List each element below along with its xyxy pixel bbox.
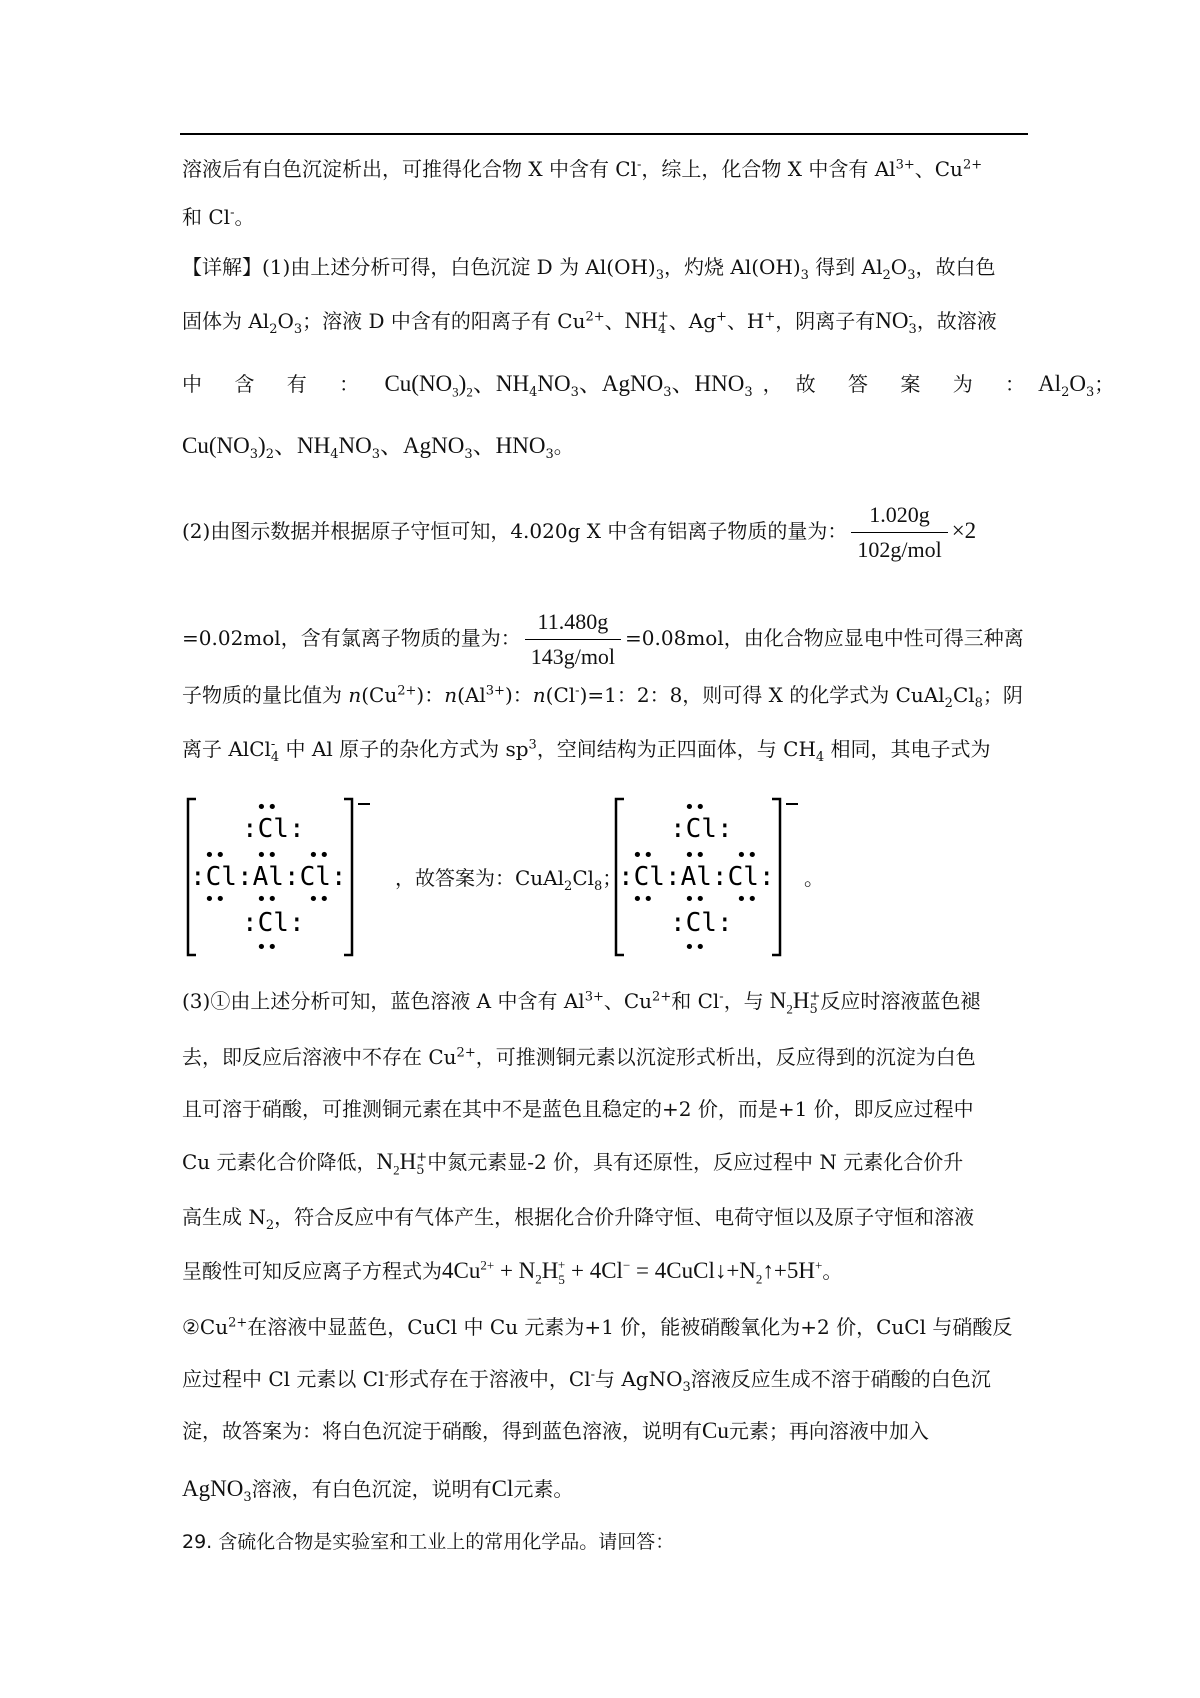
text-segment: )： [504, 683, 533, 707]
svg-text:••: •• [684, 889, 706, 910]
svg-text::Cl:: :Cl: [670, 814, 733, 844]
text-segment: ，可推测铜元素以沉淀形式析出，反应得到的沉淀为白色 [475, 1045, 976, 1069]
text-line-5: 中 含 有 ： $Cu(NO_3)_2$、$NH_4NO_3$、AgNO$_3$、$HNO_3$ ，故 答 案 为 ：$Al_2O_3$； [182, 371, 1115, 400]
text-segment: AgNO [182, 1476, 244, 1501]
text-segment: O [890, 255, 908, 279]
text-segment: ； [1094, 372, 1115, 396]
text-segment: ) [458, 371, 467, 396]
text-segment: ，综上，化合物 X 中含有 Al [641, 157, 896, 181]
text-segment: 、HNO [472, 433, 546, 458]
text-segment: Cu(NO [384, 371, 453, 396]
text-line-18: 应过程中 Cl 元素以 Cl-形式存在于溶液中，Cl-与 AgNO$_3$溶液反应生成不溶于硝酸的白色沉 [182, 1367, 991, 1395]
text-segment: Cl [952, 683, 975, 707]
text-line-17: $②Cu^{2+}$在溶液中显蓝色，CuCl 中 Cu 元素为+1 价，能被硝酸氧化为+2 价，CuCl 与硝酸反 [182, 1315, 1013, 1339]
text-segment: 、NH [273, 433, 331, 458]
text-segment: n [348, 683, 362, 707]
text-segment: ，故 答 案 为 ： [762, 372, 1039, 396]
svg-text:••: •• [632, 845, 654, 866]
text-segment: ，灼烧 Al(OH) [664, 255, 801, 279]
text-line-14: Cu 元素化合价降低，$N_2H$ + 5 中氮元素显-2 价，具有还原性，反应过程中 N 元素化合价升 [182, 1149, 964, 1178]
text-line-7 [182, 498, 976, 567]
text-segment: 中 含 有 ： [182, 372, 373, 396]
text-segment: 形式存在于溶液中，Cl [388, 1367, 591, 1391]
text-segment: (Cl [545, 683, 576, 707]
text-segment: 和 Cl [671, 989, 720, 1013]
text-segment: (Cu [361, 683, 398, 707]
text-segment: ) [258, 433, 266, 458]
text-line-20: AgNO$_3$溶液，有白色沉淀，说明有Cl元素。 [182, 1476, 574, 1505]
svg-text:••: •• [684, 937, 706, 958]
text-segment: )=1：2：8，则可得 X 的化学式为 CuAl [579, 683, 945, 707]
text-segment: O [277, 309, 294, 333]
text-segment: 去，即反应后溶液中不存在 Cu [182, 1045, 457, 1069]
text-segment: 中 Al 原子的杂化方式为 sp [279, 737, 529, 761]
svg-text:••: •• [308, 889, 330, 910]
text-segment: ，阴离子有 [775, 309, 876, 333]
text-segment: 。 [553, 434, 574, 458]
text-segment: 中氮元素显-2 价，具有还原性，反应过程中 N 元素化合价升 [427, 1150, 964, 1174]
text-segment: (2)由图示数据并根据原子守恒可知，4.020g X 中含有铝离子物质的量为： [182, 519, 848, 543]
svg-text:••: •• [256, 797, 278, 818]
text-line-11: (3)①由上述分析可知，蓝色溶液 A 中含有 $Al^{3+}$、$Cu^{2+}$和 Cl-，与 $N_2H$ + 5 反应时溶液蓝色褪 [182, 988, 981, 1017]
fraction-denominator: 143g/mol [530, 644, 616, 669]
text-segment: 、Cu [914, 157, 963, 181]
svg-text::Cl:Al:Cl:: :Cl:Al:Cl: [618, 862, 775, 892]
text-segment: 、HNO [671, 371, 745, 396]
text-segment: =0.08mol，由化合物应显电中性可得三种离 [625, 626, 1024, 650]
text-segment: NO [537, 371, 571, 396]
text-line-12: 去，即反应后溶液中不存在 $Cu^{2+}$，可推测铜元素以沉淀形式析出，反应得到的沉淀为白色 [182, 1045, 976, 1069]
text-segment: 与 AgNO [595, 1367, 683, 1391]
text-segment: 、NH [472, 371, 530, 396]
fraction-al [851, 498, 947, 567]
fraction-denominator: 102g/mol [857, 537, 942, 562]
svg-text::Cl:: :Cl: [242, 908, 305, 938]
lewis-structure-alcl4-2 [612, 795, 812, 960]
text-line-4: 固体为 $Al_2O_3$；溶液 D 中含有的阳离子有 $Cu^{2+}$、NH + 4 、Ag+、H+，阴离子有NO - 3 ，故溶液 [182, 308, 997, 337]
svg-text:••: •• [736, 889, 758, 910]
text-segment: 【详解】(1)由上述分析可得，白色沉淀 D 为 Al(OH) [182, 255, 656, 279]
text-line-lewis: ，故答案为：$CuAl_2Cl_8$； [395, 866, 623, 894]
svg-text:••: •• [256, 937, 278, 958]
ionic-equation: $4Cu^{2+} + N_2H_5^+ + 4Cl^-$ = $4CuCl↓+N_2↑+5H^+$ [442, 1257, 823, 1287]
text-segment: (3)①由上述分析可知，蓝色溶液 A 中含有 Al [182, 989, 585, 1013]
svg-text:••: •• [632, 889, 654, 910]
question-29-heading: 29. 含硫化合物是实验室和工业上的常用化学品。请回答： [182, 1531, 675, 1553]
text-segment: 元素；再向溶液中加入 [728, 1419, 929, 1443]
text-line-1: 溶液后有白色沉淀析出，可推得化合物 X 中含有 Cl-，综上，化合物 X 中含有 $Al^{3+}$、$Cu^{2+}$ [182, 157, 983, 181]
text-segment: Cl [491, 1476, 514, 1501]
text-segment: 、 [604, 309, 625, 333]
text-line-9: 子物质的量比值为 $n(Cu^{2+})$：$n(Al^{3+})$：n(Cl-)=1：2：8，则可得 X 的化学式为 $CuAl_2Cl_8$；阴 [182, 683, 1023, 711]
text-segment: 得到 Al [808, 255, 883, 279]
text-segment: 高生成 N [182, 1205, 266, 1229]
formula-cu-no3-2: $Cu(NO_3)_2$ [384, 371, 473, 400]
text-segment: 、AgNO [380, 433, 465, 458]
text-segment: ②Cu [182, 1315, 229, 1339]
text-segment: 元素。 [513, 1477, 574, 1501]
svg-text:••: •• [684, 845, 706, 866]
text-line-13: 且可溶于硝酸，可推测铜元素在其中不是蓝色且稳定的+2 价，而是+1 价，即反应过程中 [182, 1097, 974, 1121]
text-segment: Cu [702, 1418, 729, 1443]
fraction-cl [525, 605, 621, 674]
text-segment: Cu(NO [182, 433, 250, 458]
text-segment: n [444, 683, 458, 707]
text-segment: 、Cu [603, 989, 653, 1013]
svg-text::Cl:Al:Cl:: :Cl:Al:Cl: [190, 862, 347, 892]
text-segment: ，空间结构为正四面体，与 CH [536, 737, 816, 761]
svg-text:••: •• [308, 845, 330, 866]
text-segment: (Al [457, 683, 486, 707]
fraction-numerator: 1.020g [851, 498, 947, 533]
text-segment: 。 [234, 205, 255, 229]
svg-text::Cl:: :Cl: [242, 814, 305, 844]
text-segment: ；溶液 D 中含有的阳离子有 Cu [302, 309, 586, 333]
text-segment: Al [1038, 371, 1062, 396]
text-line-16 [182, 1257, 842, 1285]
text-line-8 [182, 605, 1024, 674]
text-segment: NO [338, 433, 372, 458]
text-line-3: 【详解】(1)由上述分析可得，白色沉淀 D 为 $Al(OH)_3$，灼烧 $Al(OH)_3$ 得到 $Al_2O_3$，故白色 [182, 255, 996, 283]
text-segment: 固体为 Al [182, 309, 270, 333]
svg-text:••: •• [204, 845, 226, 866]
formula-no3: NO [875, 308, 909, 333]
header-rule [180, 133, 1028, 135]
text-segment: ×2 [951, 518, 977, 543]
text-line-2: 和 Cl-。 [182, 205, 255, 229]
text-segment: 溶液后有白色沉淀析出，可推得化合物 X 中含有 Cl [182, 157, 638, 181]
text-segment: Cu 元素化合价降低， [182, 1150, 377, 1174]
text-segment: 、H [726, 309, 765, 333]
text-segment: 。 [804, 866, 824, 890]
svg-text:••: •• [204, 889, 226, 910]
text-segment: ，故溶液 [916, 309, 997, 333]
text-line-10: 离子 AlCl - 4 中 Al 原子的杂化方式为 $sp^3$，空间结构为正四面体，与 $CH_4$ 相同，其电子式为 [182, 736, 991, 765]
text-segment: 溶液反应生成不溶于硝酸的白色沉 [690, 1367, 991, 1391]
lewis-structure-alcl4-1 [184, 795, 384, 960]
text-segment: =0.02mol，含有氯离子物质的量为： [182, 626, 521, 650]
svg-text:••: •• [256, 845, 278, 866]
text-segment: ，符合反应中有气体产生，根据化合价升降守恒、电荷守恒以及原子守恒和溶液 [274, 1205, 975, 1229]
text-segment: 应过程中 Cl 元素以 Cl [182, 1367, 385, 1391]
text-segment: 相同，其电子式为 [824, 737, 991, 761]
text-segment: 淀，故答案为：将白色沉淀于硝酸，得到蓝色溶液，说明有 [182, 1419, 702, 1443]
text-line-6: $Cu(NO_3)_2$、$NH_4NO_3$、AgNO$_3$、$HNO_3$。 [182, 433, 574, 462]
text-segment: 。 [822, 1259, 843, 1283]
text-segment: 、Ag [668, 309, 717, 333]
text-segment: 和 Cl [182, 205, 231, 229]
text-segment: ；阴 [982, 683, 1023, 707]
text-line-19 [182, 1417, 929, 1445]
text-line-15: 高生成 $N_2$，符合反应中有气体产生，根据化合价升降守恒、电荷守恒以及原子守恒和溶液 [182, 1205, 975, 1233]
text-segment: 溶液，有白色沉淀，说明有 [251, 1477, 492, 1501]
svg-text:••: •• [736, 845, 758, 866]
fraction-numerator: 11.480g [525, 605, 621, 640]
text-segment: ，故答案为：CuAl [395, 866, 565, 890]
text-segment: ，故白色 [915, 255, 996, 279]
text-segment: O [1069, 371, 1086, 396]
text-segment: Cl [572, 866, 595, 890]
svg-text::Cl:: :Cl: [670, 908, 733, 938]
text-segment: 呈酸性可知反应离子方程式为 [182, 1259, 442, 1283]
text-segment: ，与 [723, 989, 764, 1013]
text-segment: 离子 AlCl [182, 737, 271, 761]
text-segment: ； [602, 866, 623, 890]
text-segment: n [532, 683, 546, 707]
text-segment: 、AgNO [578, 371, 664, 396]
text-segment: )： [416, 683, 445, 707]
text-segment: 子物质的量比值为 [182, 683, 349, 707]
text-segment: 反应时溶液蓝色褪 [820, 989, 981, 1013]
formula-nh4: NH [624, 308, 658, 333]
svg-text:••: •• [256, 889, 278, 910]
text-segment: 在溶液中显蓝色，CuCl 中 Cu 元素为+1 价，能被硝酸氧化为+2 价，CuCl 与硝酸反 [247, 1315, 1013, 1339]
svg-text:••: •• [684, 797, 706, 818]
